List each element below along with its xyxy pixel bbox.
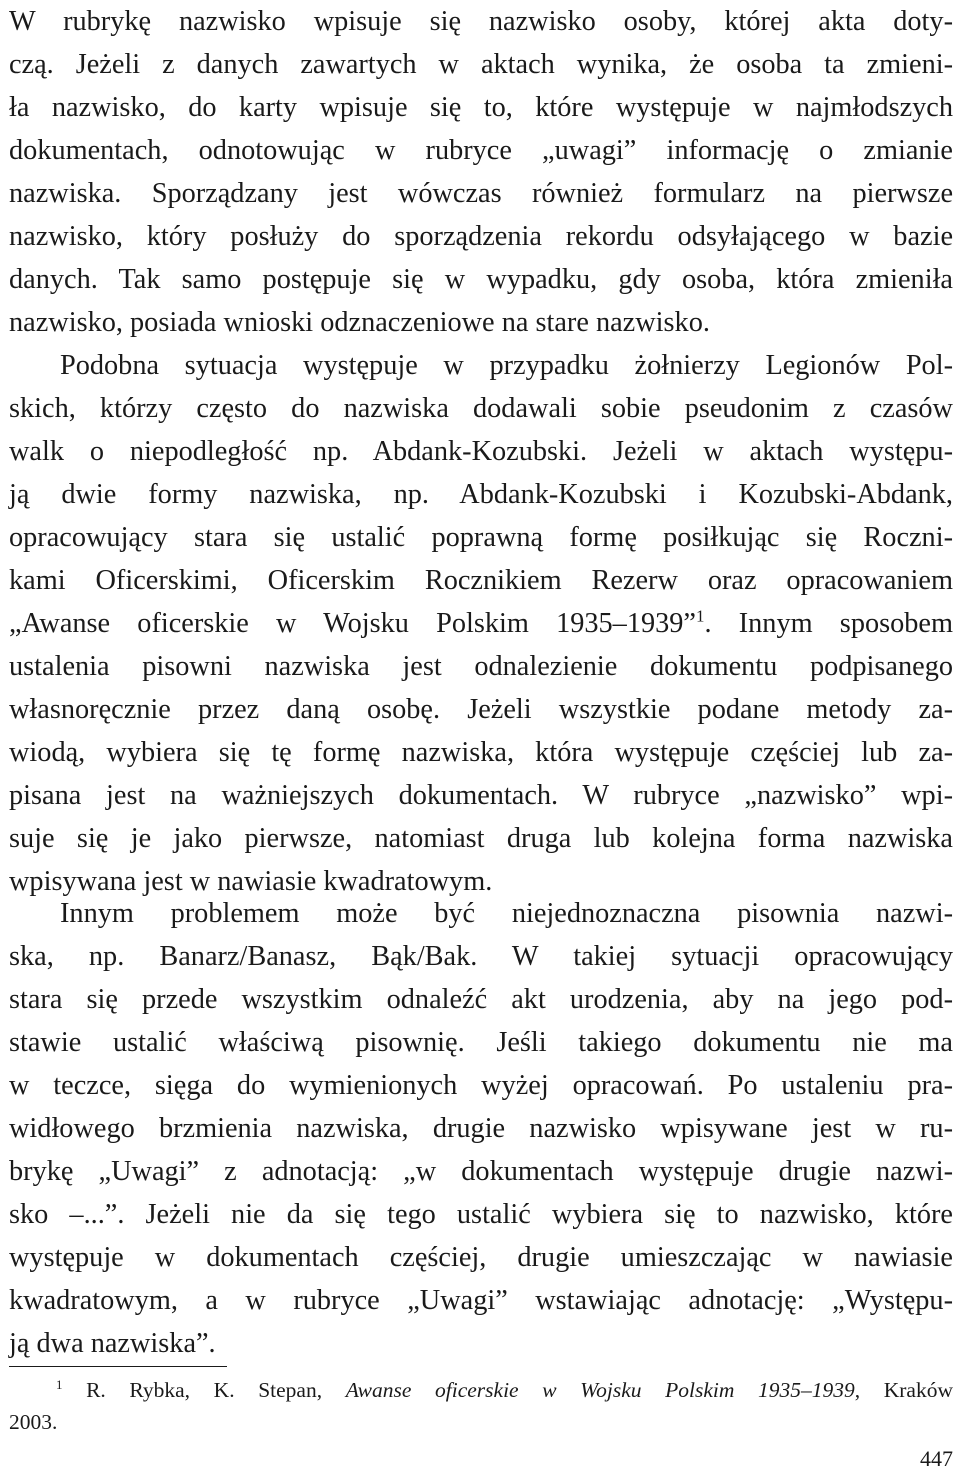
body-line: ła nazwisko, do karty wpisuje się to, które występuje w najmłodszych <box>9 92 953 123</box>
body-line: sko –...”. Jeżeli nie da się tego ustalić wybiera się to nazwisko, które <box>9 1199 953 1230</box>
body-text: . Innym sposobem <box>704 608 953 639</box>
body-line: W rubrykę nazwisko wpisuje się nazwisko osoby, której akta doty- <box>9 6 953 37</box>
footnote-place: , Kraków <box>854 1378 953 1402</box>
body-line: w teczce, sięga do wymienionych wyżej opracowań. Po ustaleniu pra- <box>9 1070 953 1101</box>
body-line: opracowujący stara się ustalić poprawną formę posiłkując się Roczni- <box>9 522 953 553</box>
body-line: walk o niepodległość np. Abdank-Kozubski. Jeżeli w aktach występu- <box>9 436 953 467</box>
body-line: Innym problemem może być niejednoznaczna pisownia nazwi- <box>60 898 953 929</box>
body-line: skich, którzy często do nazwiska dodawali sobie pseudonim z czasów <box>9 393 953 424</box>
footnote-divider <box>9 1366 227 1367</box>
body-line: stara się przede wszystkim odnaleźć akt urodzenia, aby na jego pod- <box>9 984 953 1015</box>
page-number: 447 <box>920 1446 953 1471</box>
footnote-reference: 1 <box>695 606 705 626</box>
body-line: własnoręcznie przez daną osobę. Jeżeli wszystkie podane metody za- <box>9 694 953 725</box>
body-line: nazwisko, posiada wnioski odznaczeniowe na stare nazwisko. <box>9 307 710 338</box>
body-line: kwadratowym, a w rubryce „Uwagi” wstawiając adnotację: „Występu- <box>9 1285 953 1316</box>
body-line: stawie ustalić właściwą pisownię. Jeśli takiego dokumentu nie ma <box>9 1027 953 1058</box>
body-line: wpisywana jest w nawiasie kwadratowym. <box>9 866 493 897</box>
body-line: ska, np. Banarz/Banasz, Bąk/Bak. W takiej sytuacji opracowujący <box>9 941 953 972</box>
body-line: ją dwie formy nazwiska, np. Abdank-Kozubski i Kozubski-Abdank, <box>9 479 953 510</box>
body-line: występuje w dokumentach częściej, drugie umieszczając w nawiasie <box>9 1242 953 1273</box>
body-line: czą. Jeżeli z danych zawartych w aktach wynika, że osoba ta zmieni- <box>9 49 953 80</box>
footnote-year: 2003. <box>9 1410 58 1434</box>
body-text: „Awanse oficerskie w Wojsku Polskim 1935–1939” <box>9 608 696 639</box>
body-line-with-footnote-ref <box>9 602 953 645</box>
body-line: ją dwa nazwiska”. <box>9 1328 216 1359</box>
body-line: kami Oficerskimi, Oficerskim Rocznikiem Rezerw oraz opracowaniem <box>9 565 953 596</box>
body-line: nazwisko, który posłuży do sporządzenia rekordu odsyłającego w bazie <box>9 221 953 252</box>
body-line: nazwiska. Sporządzany jest wówczas również formularz na pierwsze <box>9 178 953 209</box>
body-line: suje się je jako pierwsze, natomiast druga lub kolejna forma nazwiska <box>9 823 953 854</box>
footnote <box>56 1374 953 1406</box>
body-line: widłowego brzmienia nazwiska, drugie nazwisko wpisywane jest w ru- <box>9 1113 953 1144</box>
body-line: brykę „Uwagi” z adnotacją: „w dokumentach występuje drugie nazwi- <box>9 1156 953 1187</box>
body-line: pisana jest na ważniejszych dokumentach. W rubryce „nazwisko” wpi- <box>9 780 953 811</box>
body-line: dokumentach, odnotowując w rubryce „uwagi” informację o zmianie <box>9 135 953 166</box>
body-line: Podobna sytuacja występuje w przypadku żołnierzy Legionów Pol- <box>60 350 953 381</box>
body-line: danych. Tak samo postępuje się w wypadku, gdy osoba, która zmieniła <box>9 264 953 295</box>
body-line: ustalenia pisowni nazwiska jest odnalezienie dokumentu podpisanego <box>9 651 953 682</box>
footnote-authors: R. Rybka, K. Stepan, <box>62 1378 346 1402</box>
footnote-marker: 1 <box>56 1377 63 1392</box>
footnote-title: Awanse oficerskie w Wojsku Polskim 1935–1939 <box>345 1378 855 1402</box>
body-line: wiodą, wybiera się tę formę nazwiska, która występuje częściej lub za- <box>9 737 953 768</box>
